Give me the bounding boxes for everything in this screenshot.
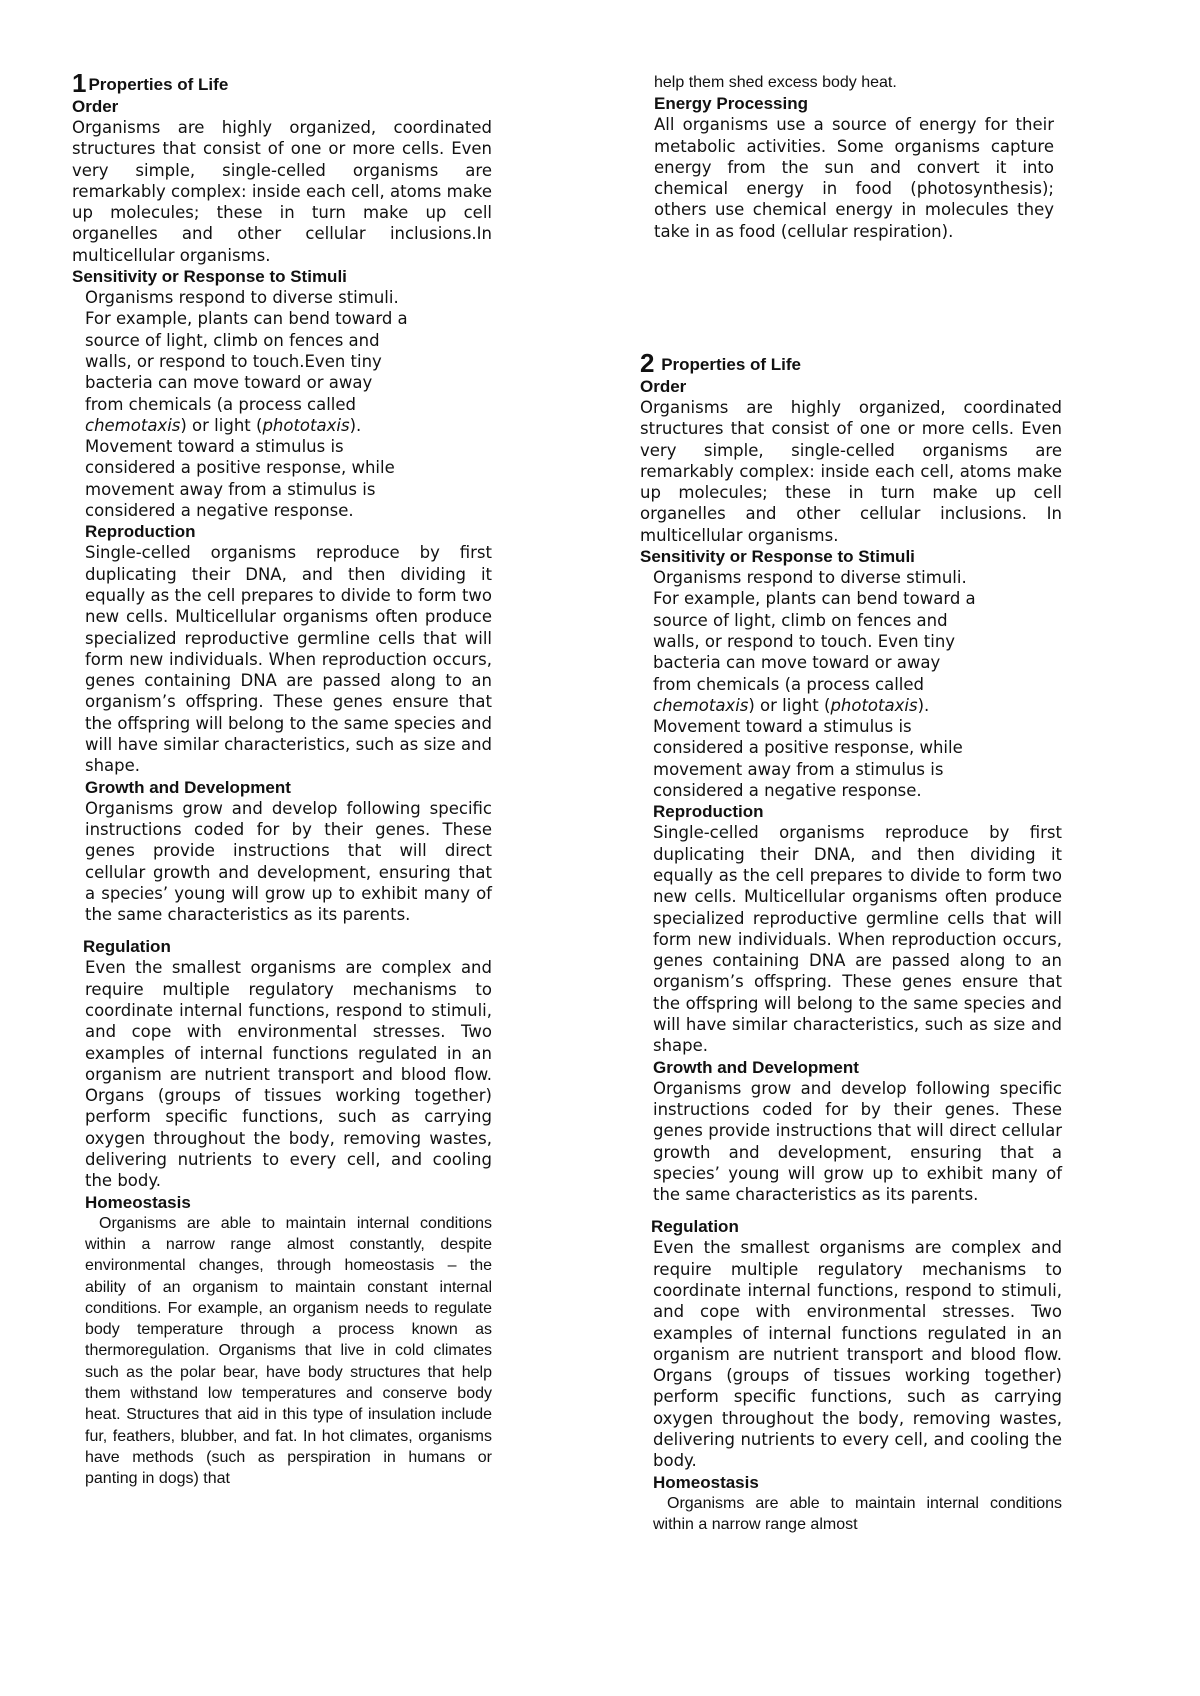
heading-reproduction: Reproduction xyxy=(653,802,764,822)
heading-sensitivity: Sensitivity or Response to Stimuli xyxy=(72,267,347,287)
sensitivity-line: considered a positive response, while xyxy=(653,738,963,758)
sensitivity-line: from chemicals (a process called xyxy=(85,394,357,414)
heading-growth: Growth and Development xyxy=(85,777,291,797)
sensitivity-line-taxis xyxy=(653,695,1062,716)
paragraph-energy: All organisms use a source of energy for their metabolic activities. Some organisms capture energy from the sun and convert it into chemical energy in food (photosynthesis); others use chemical energy in molecules they take in as food (cellular respiration). xyxy=(654,115,1054,241)
heading-order: Order xyxy=(72,97,119,116)
term-chemotaxis: chemotaxis xyxy=(85,415,181,435)
paragraph-order: Organisms are highly organized, coordinated structures that consist of one or more cells. Even very simple, single-celled organisms are remarkably complex: inside each cell, atoms make up molecules; these in turn make up cell organelles and other cellular inclusions. In multicellular organisms. xyxy=(640,398,1062,545)
spacer xyxy=(640,1205,1062,1216)
paragraph-regulation: Even the smallest organisms are complex and require multiple regulatory mechanisms to coordinate internal functions, respond to stimuli, and cope with environmental stresses. Two examples of internal functions regulated in an organism are nutrient transport and blood flow. Organs (groups of tissues working together) perform specific functions, such as carrying oxygen throughout the body, removing wastes, delivering nutrients to every cell, and cooling the body. xyxy=(85,958,492,1191)
section-number: 1 xyxy=(72,68,87,98)
taxis-joiner: ) or light ( xyxy=(748,695,831,715)
section-number: 2 xyxy=(640,348,655,378)
sensitivity-line: considered a negative response. xyxy=(85,501,354,521)
heading-homeostasis: Homeostasis xyxy=(85,1192,191,1212)
heading-homeostasis: Homeostasis xyxy=(653,1472,759,1492)
heading-sensitivity: Sensitivity or Response to Stimuli xyxy=(640,547,915,567)
regulation-block xyxy=(640,1216,1062,1535)
sensitivity-line: Movement toward a stimulus is xyxy=(85,437,344,457)
sensitivity-line: bacteria can move toward or away xyxy=(85,373,373,393)
sensitivity-line: considered a positive response, while xyxy=(85,458,395,478)
right-column xyxy=(640,348,1062,1535)
section-title-text: Properties of Life xyxy=(661,355,802,374)
regulation-block xyxy=(72,936,492,1489)
sensitivity-line: Organisms respond to diverse stimuli. xyxy=(85,288,399,308)
taxis-end: ). xyxy=(917,695,930,715)
sensitivity-line: from chemicals (a process called xyxy=(653,674,925,694)
sensitivity-line: source of light, climb on fences and xyxy=(85,330,380,350)
paragraph-regulation: Even the smallest organisms are complex and require multiple regulatory mechanisms to coordinate internal functions, respond to stimuli, and cope with environmental stresses. Two examples of internal functions regulated in an organism are nutrient transport and blood flow. Organs (groups of tissues working together) perform specific functions, such as carrying oxygen throughout the body, removing wastes, delivering nutrients to every cell, and cooling the body. xyxy=(653,1238,1062,1471)
sensitivity-line: movement away from a stimulus is xyxy=(653,759,944,779)
heading-reproduction: Reproduction xyxy=(85,522,196,542)
section-title-2 xyxy=(640,348,1062,378)
paragraph-homeostasis: Organisms are able to maintain internal conditions within a narrow range almost xyxy=(653,1494,1062,1533)
paragraph-growth: Organisms grow and develop following specific instructions coded for by their genes. These genes provide instructions that will direct cellular growth and development, ensuring that a species’ young will grow up to exhibit many of the same characteristics as its parents. xyxy=(85,798,492,925)
section-title-text: Properties of Life xyxy=(88,75,229,94)
paragraph-homeostasis: Organisms are able to maintain internal conditions within a narrow range almost constantly, despite environmental changes, through homeostasis – the ability of an organism to maintain constant internal conditions. For example, an organism needs to regulate body temperature through a process known as thermoregulation. Organisms that live in cold climates such as the polar bear, have body structures that help them withstand low temperatures and conserve body heat. Structures that aid in this type of insulation include fur, feathers, blubber, and fat. In hot climates, organisms have methods (such as perspiration in humans or panting in dogs) that xyxy=(85,1214,492,1488)
sensitivity-line: movement away from a stimulus is xyxy=(85,479,376,499)
regulation-inner xyxy=(83,957,492,1489)
paragraph-reproduction: Single-celled organisms reproduce by first duplicating their DNA, and then dividing it equally as the cell prepares to divide to form two new cells. Multicellular organisms often produce specialized reproductive germline cells that will form new individuals. When reproduction occurs, genes containing DNA are passed along to an organism’s offspring. These genes ensure that the offspring will belong to the same species and will have similar characteristics, such as size and shape. xyxy=(653,823,1062,1056)
term-phototaxis: phototaxis xyxy=(830,695,918,715)
regulation-inner xyxy=(651,1237,1062,1535)
heading-regulation: Regulation xyxy=(651,1217,739,1237)
sensitivity-line: Organisms respond to diverse stimuli. xyxy=(653,568,967,588)
heading-energy: Energy Processing xyxy=(654,94,809,114)
sensitivity-line: For example, plants can bend toward a xyxy=(653,589,976,609)
term-phototaxis: phototaxis xyxy=(262,415,350,435)
continuation-line: help them shed excess body heat. xyxy=(654,74,897,91)
taxis-end: ). xyxy=(349,415,362,435)
sensitivity-line: For example, plants can bend toward a xyxy=(85,309,408,329)
taxis-joiner: ) or light ( xyxy=(180,415,263,435)
paragraph-growth: Organisms grow and develop following specific instructions coded for by their genes. These genes provide instructions that will direct cellular growth and development, ensuring that a species’ young will grow up to exhibit many of the same characteristics as its parents. xyxy=(653,1078,1062,1205)
left-column xyxy=(72,68,492,1490)
heading-regulation: Regulation xyxy=(83,937,171,957)
sensitivity-line: Movement toward a stimulus is xyxy=(653,717,912,737)
sensitivity-line: walls, or respond to touch.Even tiny xyxy=(85,351,382,371)
sensitivity-block xyxy=(72,287,492,925)
paragraph-reproduction: Single-celled organisms reproduce by first duplicating their DNA, and then dividing it equally as the cell prepares to divide to form two new cells. Multicellular organisms often produce specialized reproductive germline cells that will form new individuals. When reproduction occurs, genes containing DNA are passed along to an organism’s offspring. These genes ensure that the offspring will belong to the same species and will have similar characteristics, such as size and shape. xyxy=(85,543,492,776)
sensitivity-line: source of light, climb on fences and xyxy=(653,610,948,630)
heading-order: Order xyxy=(640,377,687,396)
spacer xyxy=(72,925,492,936)
term-chemotaxis: chemotaxis xyxy=(653,695,749,715)
sensitivity-line: considered a negative response. xyxy=(653,781,922,801)
section-title-1 xyxy=(72,68,492,98)
right-top-column xyxy=(654,72,1054,242)
sensitivity-line-taxis xyxy=(85,415,492,436)
sensitivity-line: walls, or respond to touch. Even tiny xyxy=(653,631,956,651)
sensitivity-block xyxy=(640,567,1062,1205)
sensitivity-line: bacteria can move toward or away xyxy=(653,653,941,673)
paragraph-order: Organisms are highly organized, coordinated structures that consist of one or more cells. Even very simple, single-celled organisms are remarkably complex: inside each cell, atoms make up molecules; these in turn make up cell organelles and other cellular inclusions.In multicellular organisms. xyxy=(72,118,492,265)
heading-growth: Growth and Development xyxy=(653,1057,859,1077)
